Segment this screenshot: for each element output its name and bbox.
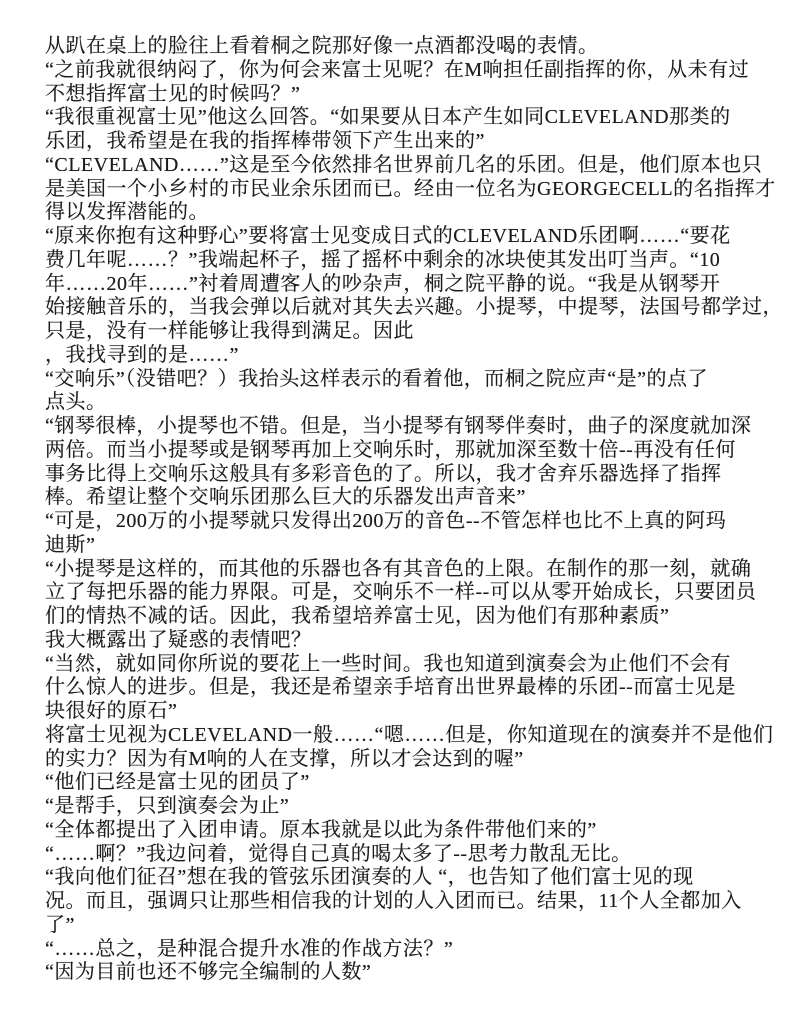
text-line: 乐团，我希望是在我的指挥棒带领下产生出来的”	[45, 130, 485, 152]
text-line: “CLEVELAND……”这是至今依然排名世界前几名的乐团。但是，他们原本也只	[45, 153, 763, 176]
text-line: 只是，没有一样能够让我得到满足。因此	[45, 320, 414, 342]
text-line: “我向他们征召”想在我的管弦乐团演奏的人 “，也告知了他们富士见的现	[45, 866, 694, 889]
text-line: 得以发挥潜能的。	[45, 201, 209, 224]
text-line: “原来你抱有这种野心”要将富士见变成日式的CLEVELAND乐团啊……“要花	[45, 225, 731, 247]
text-line: ，我找寻到的是……”	[45, 343, 239, 366]
text-line: “小提琴是这样的，而其他的乐器也各有其音色的上限。在制作的那一刻，就确	[45, 557, 752, 580]
text-line: “交响乐”（没错吧？）我抬头这样表示的看着他，而桐之院应声“是”的点了	[45, 367, 709, 390]
text-line: 费几年呢……？”我端起杯子，摇了摇杯中剩余的冰块使其发出叮当声。“10	[45, 248, 721, 271]
text-line: “之前我就很纳闷了，你为何会来富士见呢？在M响担任副指挥的你，从未有过	[45, 58, 750, 81]
text-line: 两倍。而当小提琴或是钢琴再加上交响乐时，那就加深至数十倍--再没有任何	[45, 438, 736, 461]
text-line: 我大概露出了疑惑的表情吧？	[45, 628, 312, 651]
text-line: 什么惊人的进步。但是，我还是希望亲手培育出世界最棒的乐团--而富士见是	[45, 676, 736, 699]
text-line: 不想指挥富士见的时候吗？”	[45, 82, 301, 105]
text-line: “当然，就如同你所说的要花上一些时间。我也知道到演奏会为止他们不会有	[45, 652, 731, 675]
text-line: 们的情热不减的话。因此，我希望培养富士见，因为他们有那种素质”	[45, 605, 670, 627]
text-line: “因为目前也还不够完全编制的人数”	[45, 961, 372, 984]
text-line: 是美国一个小乡村的市民业余乐团而已。经由一位名为GEORGECELL的名指挥才	[45, 177, 776, 200]
page-text	[45, 35, 783, 985]
text-line: “钢琴很棒，小提琴也不错。但是，当小提琴有钢琴伴奏时，曲子的深度就加深	[45, 415, 752, 437]
text-line: 年……20年……”衬着周遭客人的吵杂声，桐之院平静的说。“我是从钢琴开	[45, 272, 721, 295]
text-line: 了”	[45, 913, 75, 936]
text-line: “是帮手，只到演奏会为止”	[45, 795, 290, 817]
text-line: 立了每把乐器的能力界限。可是，交响乐不一样--可以从零开始成长，只要团员	[45, 581, 757, 604]
text-line: “全体都提出了入团申请。原本我就是以此为条件带他们来的”	[45, 818, 597, 841]
text-line: 的实力？因为有M响的人在支撑，所以才会达到的喔”	[45, 747, 524, 770]
text-line: 迪斯”	[45, 533, 96, 556]
text-line: “我很重视富士见”他这么回答。“如果要从日本产生如同CLEVELAND那类的	[45, 106, 731, 129]
text-line: 将富士见视为CLEVELAND一般……“嗯……但是，你知道现在的演奏并不是他们	[45, 723, 774, 746]
text-line: 况。而且，强调只让那些相信我的计划的人入团而已。结果，11个人全都加入	[45, 890, 742, 912]
text-line: “……总之，是种混合提升水准的作战方法？”	[45, 937, 454, 960]
text-line: “他们已经是富士见的团员了”	[45, 771, 310, 794]
text-line: 点头。	[45, 391, 107, 414]
text-line: 从趴在桌上的脸往上看着桐之院那好像一点酒都没喝的表情。	[45, 35, 599, 57]
text-line: “可是，200万的小提琴就只发得出200万的音色--不管怎样也比不上真的阿玛	[45, 510, 727, 532]
text-line: 块很好的原石”	[45, 700, 178, 722]
text-line: 棒。希望让整个交响乐团那么巨大的乐器发出声音来”	[45, 486, 526, 509]
text-line: 始接触音乐的，当我会弹以后就对其失去兴趣。小提琴，中提琴，法国号都学过，	[45, 296, 783, 319]
text-line: “……啊？”我边问着，觉得自己真的喝太多了--思考力散乱无比。	[45, 842, 632, 865]
text-line: 事务比得上交响乐这般具有多彩音色的了。所以，我才舍弃乐器选择了指挥	[45, 462, 722, 485]
